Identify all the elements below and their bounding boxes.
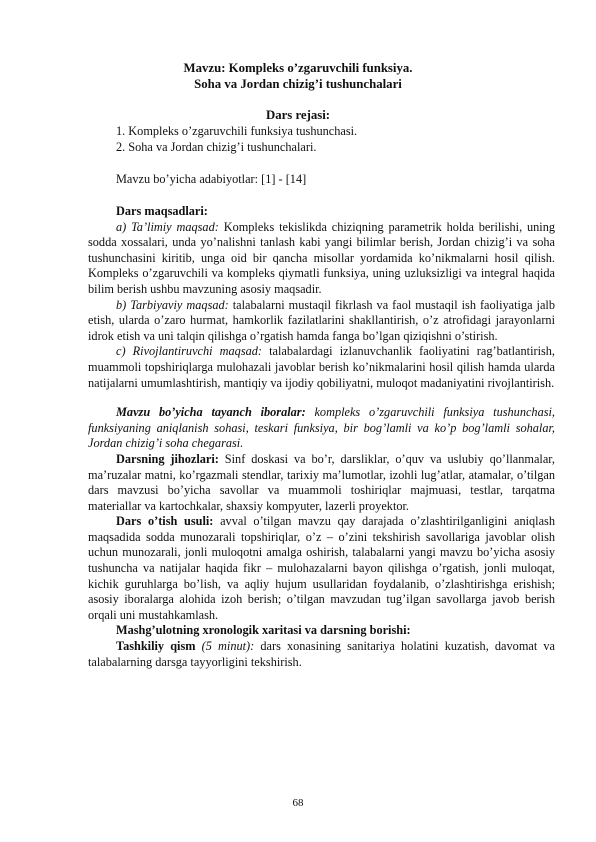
org-label: Tashkiliy qism (116, 639, 196, 654)
equipment-paragraph (88, 452, 555, 514)
keywords-text: kompleks o’zgaruvchili funksiya tushunchasi, funksiyaning aniqlanish sohasi, teskari funksiya, bir bog’lamli va ko’p bog’lamli sohalar, Jordan chizig’i soha chegarasi. (88, 405, 555, 451)
method-label: Dars o’tish usuli: (116, 514, 214, 529)
chronology-heading (88, 623, 555, 639)
chronology-heading-text: Mashg’ulotning xronologik xaritasi va darsning borishi: (116, 623, 411, 638)
literature-line: Mavzu bo’yicha adabiyotlar: [1] - [14] (116, 172, 307, 186)
keywords-paragraph (88, 405, 555, 452)
method-text: avval o’tilgan mavzu qay darajada o’zlashtirilganligini aniqlash maqsadida sodda munozarali topshiriqlar, o’z – o’zini tekshirish savollariga javoblar olish uchun munozarali, jonli muloqotni amalga oshirish, talabalarni yangi mavzu bo’yicha asosiy tushuncha va natijalar haqida fikr – mulohazalarni bayon qilishga o’rgatish, jonli muloqat, kichik guruhlarga bo’lish, va aqliy hujum usullaridan foydalanib, o’zlashtirishga erishish; asosiy iboralarga alohida izoh berish; o’tilgan mavzudan tug’ilgan savollarga javob berish orqali uni mustahkamlash. (88, 514, 555, 622)
plan-heading: Dars rejasi: (265, 108, 331, 122)
goal-b-text: talabalarni mustaqil fikrlash va faol mustaqil ish faoliyatiga jalb etish, ularda o’zaro hurmat, hamkorlik fazilatlarini shakllantirish, o’z atrofidagi jarayonlarni idrok etish va uni talqin qilishga o’rgatish hamda fanga bo’lgan qiziqishni o’stirish. (88, 297, 555, 343)
equipment-label: Darsning jihozlari: (116, 451, 219, 466)
plan-item-1: 1. Kompleks o’zgaruvchili funksiya tushunchasi. (116, 124, 358, 138)
method-paragraph (88, 514, 555, 623)
document-body (88, 204, 555, 670)
plan-item-2-text: 2. Soha va Jordan chizig’i tushunchalari. (116, 139, 317, 154)
goals-heading-text: Dars maqsadlari: (116, 204, 208, 218)
title-line-2: Soha va Jordan chizig’i tushunchalari (194, 77, 402, 91)
goal-a-paragraph (88, 220, 555, 298)
org-paragraph (88, 639, 555, 670)
keywords-label: Mavzu bo’yicha tayanch iboralar: (116, 405, 306, 420)
plan-list (116, 124, 357, 155)
plan-item-2 (116, 140, 357, 156)
title-line-1: Mavzu: Kompleks o’zgaruvchili funksiya. (183, 61, 413, 75)
goal-a-text: Kompleks tekislikda chiziqning parametrik holda berilishi, uning sodda xossalari, unda yo’nalishni tanlash kabi yangi bilimlar berish, Jordan chizig’i va soha tushunchasini kiritib, unga oid bir qancha misollar yordamida ko’nikmalarni hosil qilish. Kompleks o’zgaruvchili va kompleks qiymatli funksiya, uning uzluksizligi va integral haqida bilim berish ushbu mavzuning asosiy maqsadir. (88, 219, 555, 296)
goal-b-paragraph (88, 298, 555, 345)
goal-a-label: a) Ta’limiy maqsad: (116, 219, 219, 234)
goals-heading (88, 204, 555, 220)
page-number: 68 (292, 797, 304, 809)
equipment-text: Sinf doskasi va bo’r, darsliklar, o’quv va uslubiy qo’llanmalar, ma’ruzalar matni, ko’rgazmali stendlar, tarixiy ma’lumotlar, izohli lug’atlar, atamalar, o’tilgan dars mavzusi bo’yicha savollar va muammoli toshiriqlar majmuasi, testlar, tarqatma materiallar va kartochkalar, shaxsiy kompyuter, lazerli proyektor. (88, 451, 555, 513)
goal-c-paragraph (88, 344, 555, 391)
goal-c-text: talabalardagi izlanuvchanlik faoliyatini rag’batlantirish, muammoli topshiriqlarga mulohazali javoblar berish ko’nikmalarini hosil qilish hamda ularda natijalarni umumlashtirish, mantiqiy va ijodiy qobiliyatni, muloqot madaniyatini rivojlantirish. (88, 344, 556, 390)
org-text: dars xonasining sanitariya holatini kuzatish, davomat va talabalarning darsga tayyorligini tekshirish. (88, 639, 555, 669)
org-duration: (5 minut): (195, 639, 255, 654)
goal-c-label: c) Rivojlantiruvchi maqsad: (116, 344, 263, 359)
page-title (0, 60, 596, 92)
goal-b-label: b) Tarbiyaviy maqsad: (116, 297, 229, 312)
